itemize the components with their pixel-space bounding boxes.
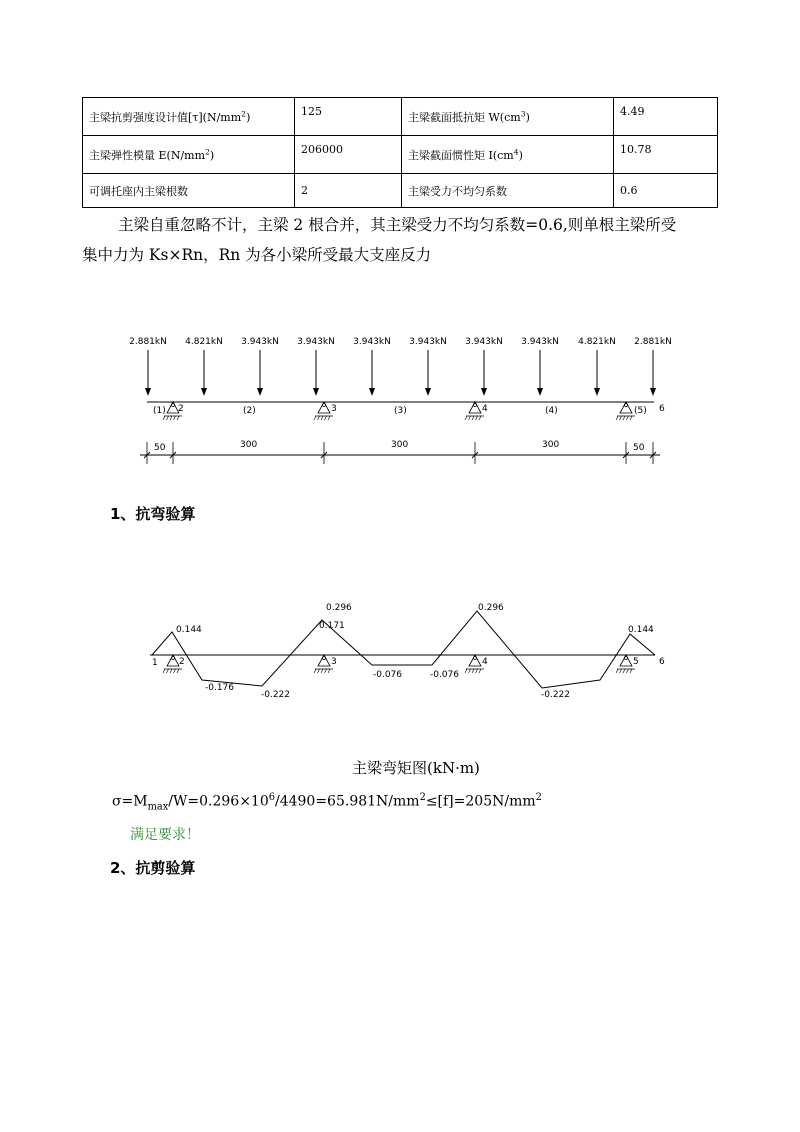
node-label: 6 xyxy=(659,657,665,667)
load-arrowhead xyxy=(201,388,207,396)
load-label: 2.881kN xyxy=(129,337,167,347)
dimension-label: 300 xyxy=(391,440,409,450)
table-cell: 4.49 xyxy=(614,98,718,136)
load-arrowhead xyxy=(425,388,431,396)
load-label: 4.821kN xyxy=(185,337,223,347)
paragraph-line-2: 集中力为 Ks×Rn，Rn 为各小梁所受最大支座反力 xyxy=(82,246,432,264)
moment-value: 0.296 xyxy=(478,603,504,613)
node-label: 5 xyxy=(633,657,639,667)
section-heading-bending: 1、抗弯验算 xyxy=(110,505,196,523)
moment-diagram-caption: 主梁弯矩图(kN·m) xyxy=(352,759,480,777)
load-label: 3.943kN xyxy=(353,337,391,347)
pin-support-icon xyxy=(616,402,635,420)
moment-value: 0.171 xyxy=(319,621,345,631)
table-cell: 0.6 xyxy=(614,174,718,208)
moment-value: 0.296 xyxy=(326,603,352,613)
node-label: 2 xyxy=(179,657,185,667)
span-label: (5) xyxy=(634,406,647,416)
section-heading-shear: 2、抗剪验算 xyxy=(110,859,196,877)
node-label: 4 xyxy=(482,657,488,667)
node-label: 4 xyxy=(482,404,488,414)
table-cell: 125 xyxy=(295,98,402,136)
dimension-label: 300 xyxy=(542,440,560,450)
table-cell: 可调托座内主梁根数 xyxy=(83,174,295,208)
load-arrowhead xyxy=(481,388,487,396)
table-cell: 主梁受力不均匀系数 xyxy=(402,174,614,208)
moment-value: -0.076 xyxy=(373,670,403,680)
load-arrowhead xyxy=(313,388,319,396)
load-label: 3.943kN xyxy=(465,337,503,347)
span-label: (2) xyxy=(243,406,256,416)
load-label: 3.943kN xyxy=(297,337,335,347)
table-cell: 主梁抗剪强度设计值$[\tau](N/mm^2)$ xyxy=(83,98,295,136)
moment-curve xyxy=(152,611,655,688)
node-label: 2 xyxy=(178,404,184,414)
table-cell: 10.78 xyxy=(614,136,718,174)
span-label: (3) xyxy=(394,406,407,416)
load-label: 3.943kN xyxy=(521,337,559,347)
load-label: 4.821kN xyxy=(578,337,616,347)
result-ok: 满足要求！ xyxy=(130,827,200,843)
span-label: (4) xyxy=(545,406,558,416)
table-cell: 2 xyxy=(295,174,402,208)
dimension-label: 50 xyxy=(154,443,166,453)
dimension-label: 50 xyxy=(633,443,645,453)
load-arrowhead xyxy=(594,388,600,396)
table-cell: 206000 xyxy=(295,136,402,174)
load-label: 3.943kN xyxy=(241,337,279,347)
load-arrowhead xyxy=(145,388,151,396)
moment-value: -0.176 xyxy=(205,683,235,693)
load-arrowhead xyxy=(537,388,543,396)
dimension-label: 300 xyxy=(240,440,258,450)
moment-value: 0.144 xyxy=(628,625,654,635)
node-label: 6 xyxy=(659,404,665,414)
table-cell: 主梁弹性模量 $E(N/mm^2)$ xyxy=(83,136,295,174)
node-label: 3 xyxy=(331,657,337,667)
table-cell: 主梁截面惯性矩 $I(cm^4)$ xyxy=(402,136,614,174)
load-label: 2.881kN xyxy=(634,337,672,347)
paragraph-line-1: 主梁自重忽略不计，主梁 2 根合并，其主梁受力不均匀系数=0.6,则单根主梁所受 xyxy=(118,216,677,234)
load-arrowhead xyxy=(257,388,263,396)
load-arrowhead xyxy=(369,388,375,396)
dimension-line xyxy=(140,440,660,464)
table-cell: 主梁截面抵抗矩 $W(cm^3)$ xyxy=(402,98,614,136)
load-arrowhead xyxy=(650,388,656,396)
load-label: 3.943kN xyxy=(409,337,447,347)
moment-diagram xyxy=(150,603,665,700)
span-label: (1) xyxy=(153,406,166,416)
node-label: 1 xyxy=(152,658,158,668)
node-label: 3 xyxy=(331,404,337,414)
moment-value: -0.076 xyxy=(430,670,460,680)
moment-value: -0.222 xyxy=(541,690,571,700)
bending-formula: $\sigma=M_{max}/W=0.296\times 10^6/4490=65.981N/mm^2\le[f]=205N/mm^2$ xyxy=(112,792,542,813)
moment-value: 0.144 xyxy=(176,625,202,635)
moment-value: -0.222 xyxy=(261,690,291,700)
